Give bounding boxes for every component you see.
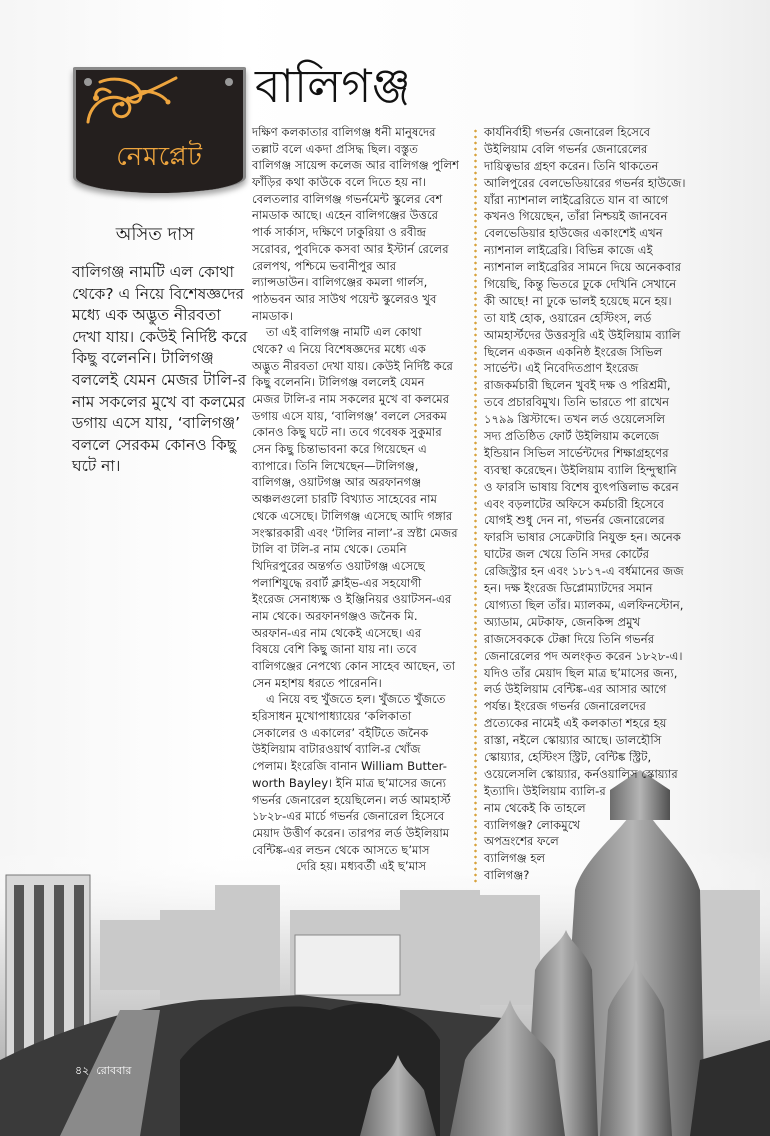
text-line: যোগ্যতা ছিল তাঁর। ম্যালকম, এলফিনস্টোন, [484, 597, 684, 612]
text-line: কখনও গিয়েছেন, তাঁরা নিশ্চয়ই জানবেন [484, 209, 668, 224]
text-line: ওয়েলেসলি স্কোয়্যার, কর্নওয়ালিস স্কোয়্যার [484, 766, 678, 781]
text-line: এবং বড়লাটের অফিসে কর্মচারী হিসেবে [484, 496, 664, 511]
text-line: অঞ্চলগুলো চারটি বিখ্যাত সাহেবের নাম [252, 492, 437, 507]
text-line: যোগই শুধু দেন না, গভর্নর জেনারেলের [484, 513, 665, 528]
text-line: বেলভেডিয়ার হাউজের একাংশেই এখন [484, 226, 663, 241]
text-line: রেজিস্ট্রার হন এবং ১৮১৭-এ বর্ধমানের জজ [484, 564, 684, 579]
text-line: কোনও কিছু ঘটে না। তবে গবেষক সুকুমার [252, 425, 442, 440]
text-line: বালিগঞ্জের নেপথ্যে কোন সাহেব আছেন, তা [252, 659, 455, 673]
text-line: ব্যাপারে। তিনি লিখেছেন—টালিগঞ্জ, [252, 458, 419, 473]
text-line: বেলতলার বালিগঞ্জ গভর্নমেন্ট স্কুলের বেশ [252, 191, 443, 206]
page-footer [75, 1062, 132, 1081]
hole-icon [225, 78, 233, 86]
text-line: খিদিরপুরের অন্তর্গত ওয়াটগঞ্জ এসেছে [252, 558, 425, 573]
text-line: বালিগঞ্জ, ওয়াটগঞ্জ আর অরফানগঞ্জ [252, 475, 422, 490]
text-line: ইন্ডিয়ান সিভিল সার্ভেন্টদের শিক্ষাগ্রহণের [484, 445, 669, 460]
text-line: ব্যবস্থা করেছেন। উইলিয়াম ব্যালি হিন্দুস্থানি [484, 462, 677, 477]
article-column-2 [484, 124, 724, 884]
text-line: কিছু বলেননি। টালিগঞ্জ বললেই যেমন [252, 375, 425, 390]
text-line: ন্যাশনাল লাইব্রেরি। বিভিন্ন কাজে এই [484, 243, 653, 258]
text-line: ব্যালিগঞ্জ? লোকমুখে [484, 817, 581, 832]
text-line: কী আছে! না ঢুকে ভালই হয়েছে মনে হয়। [484, 293, 672, 308]
text-line: মেজর টালি-র নাম সকলের মুখে বা কলমের [252, 392, 450, 406]
text-line: পাঠভবন আর সাউথ পয়েন্ট স্কুলেরও খুব [252, 291, 437, 306]
text-line: ফারসি ভাষার সেক্রেটারি নিযুক্ত হন। অনেক [484, 530, 681, 545]
text-line: নামডাক আছে। এহেন বালিগঞ্জের উত্তরে [252, 208, 438, 223]
text-line: তা এই বালিগঞ্জ নামটি এল কোথা [266, 325, 422, 340]
page-number: ৪২ [75, 1064, 90, 1077]
text-line: অরফান-এর নাম থেকেই এসেছে। এর [252, 625, 422, 640]
text-line: নাম থেকেই কি তাহলে [484, 800, 586, 815]
flourish-ornament-icon [80, 72, 180, 132]
text-line: সরোবর, পুবদিকে কসবা আর ইস্টার্ন রেলের [252, 241, 449, 256]
text-line: ল্যান্সডাউন। বালিগঞ্জের কমলা গার্লস, [252, 275, 428, 290]
text-line: নাম থেকে। অরফানগঞ্জও জনৈক মি. [252, 608, 418, 623]
article-column-1 [252, 124, 470, 875]
text-line: অ্যাডাম, মেটকাফ, জেনকিন্স প্রমুখ [484, 614, 641, 629]
text-line: লর্ড উইলিয়াম বেন্টিঙ্ক-এর আসার আগে [484, 682, 667, 697]
text-line: দায়িত্বভার গ্রহণ করেন। তিনি থাকতেন [484, 158, 659, 173]
text-line: হন। দক্ষ ইংরেজ ডিপ্লোম্যাটদের সমান [484, 581, 653, 596]
text-line: সংস্কারকারী এবং ‘টালির নালা’-র স্রষ্টা মেজর [252, 525, 458, 540]
text-line: গিয়েছি, কিন্তু ভিতরে ঢুকে দেখিনি সেখানে [484, 277, 677, 292]
text-line: পলাশিযুদ্ধে রবার্ট ক্লাইভ-এর সহযোগী [252, 575, 422, 590]
column-divider [474, 128, 477, 883]
text-line: রেলপথ, পশ্চিমে ভবানীপুর আর [252, 258, 397, 273]
text-line: স্কোয়্যার, হেস্টিংস স্ট্রিট, বেন্টিঙ্ক স্ট্রিট, [484, 749, 652, 764]
text-line: উইলিয়াম বাটারওয়ার্থ ব্যালি-র খোঁজ [252, 742, 421, 757]
text-line: বেন্টিঙ্ক-এর লন্ডন থেকে আসতে ছ’মাস [252, 842, 430, 857]
nameplate-label: নেমপ্লেট [116, 142, 203, 172]
text-line: সদ্য প্রতিষ্ঠিত ফোর্ট উইলিয়াম কলেজে [484, 429, 660, 444]
text-line: তা যাই হোক, ওয়ারেন হেস্টিংস, লর্ড [484, 310, 652, 325]
text-line: তল্লাট বলে একদা প্রসিদ্ধ ছিল। বস্তুত [252, 141, 418, 156]
text-line: মেয়াদ উত্তীর্ণ করেন। তারপর লর্ড উইলিয়াম [252, 825, 450, 840]
text-line: দেরি হয়। মধ্যবর্তী এই ছ’মাস [295, 859, 427, 874]
text-line: থেকে? এ নিয়ে বিশেষজ্ঞদের মধ্যে এক [252, 341, 426, 356]
author-byline: অসিত দাস [115, 224, 195, 245]
text-line: ইংরেজ সেনাধ্যক্ষ ও ইঞ্জিনিয়র ওয়াটসন-এর [252, 592, 452, 607]
text-line: ১৭৯৯ খ্রিস্টাব্দে। তখন লর্ড ওয়েলেসলি [484, 412, 665, 427]
text-line: দক্ষিণ কলকাতার বালিগঞ্জ ধনী মানুষদের [252, 125, 436, 139]
text-line: ডগায় এসে যায়, ‘বালিগঞ্জ’ বললে সেরকম [252, 408, 447, 423]
text-line: পেলাম। ইংরেজি বানান William Butter- [252, 759, 447, 774]
text-line: worth Bayley। ইনি মাত্র ছ’মাসের জন্যে [252, 775, 447, 790]
text-line: নামডাক। [252, 308, 293, 323]
text-line: টালি বা টলি-র নাম থেকে। তেমনি [252, 542, 407, 557]
text-line: হরিসাধন মুখোপাধ্যায়ের ‘কলিকাতা [252, 709, 412, 724]
article-title: বালিগঞ্জ [255, 59, 411, 113]
text-line: এ নিয়ে বহু খুঁজতে হল। খুঁজতে খুঁজতে [266, 692, 446, 707]
text-line: অদ্ভুত নীরবতা দেখা যায়। কেউই নির্দিষ্ট করে [252, 358, 453, 373]
text-line: রাস্তা, নইলে স্কোয়্যার আছে। ডালহৌসি [484, 733, 662, 748]
text-line: সেন কিছু চিন্তাভাবনা করে গিয়েছেন এ [252, 442, 427, 457]
text-line: ইত্যাদি। উইলিয়াম ব্যালি-র [484, 783, 606, 798]
text-line: থেকে এসেছে। টালিগঞ্জ এসেছে আদি গঙ্গার [252, 508, 453, 523]
text-line: সার্ভেন্ট। এই নিবেদিতপ্রাণ ইংরেজ [484, 361, 639, 376]
text-line: ১৮২৮-এর মার্চে গভর্নর জেনারেল হিসেবে [252, 809, 445, 824]
text-line: জেনারেলের পদ অলংকৃত করেন ১৮২৮-এ। [484, 648, 683, 663]
text-line: পার্ক সার্কাস, দক্ষিণে ঢাকুরিয়া ও রবীন্দ্র [252, 225, 427, 240]
text-line: রাজসেবককে টেক্কা দিয়ে তিনি গভর্নর [484, 631, 655, 646]
text-line: রাজকর্মচারী ছিলেন খুবই দক্ষ ও পরিশ্রমী, [484, 378, 671, 393]
text-line: সেন মহাশয় ধরতে পারেননি। [252, 675, 382, 690]
text-line: অপভ্রংশের ফলে [484, 834, 559, 849]
text-line: আলিপুরের বেলভেডিয়ারের গভর্নর হাউজে। [484, 175, 686, 190]
text-line: ও ফারসি ভাষায় বিশেষ ব্যুৎপত্তিলাভ করেন [484, 479, 679, 494]
text-line: বালিগঞ্জ? [484, 868, 530, 883]
text-line: প্রত্যেকের নামেই এই কলকাতা শহরে হয় [484, 716, 667, 731]
text-line: ব্যালিগঞ্জ হল [484, 851, 546, 866]
text-line: পর্যন্ত। ইংরেজ গভর্নর জেনারেলদের [484, 699, 646, 714]
text-line: তবে প্রচারবিমুখ। তিনি ভারতে পা রাখেন [484, 395, 670, 410]
magazine-name: রোববার [96, 1064, 132, 1077]
text-line: যদিও তাঁর মেয়াদ ছিল মাত্র ছ’মাসের জন্য, [484, 665, 678, 680]
text-line: ঘাটের জল খেয়ে তিনি সদর কোর্টের [484, 547, 650, 562]
text-line: বালিগঞ্জ সায়েন্স কলেজ আর বালিগঞ্জ পুলিশ [252, 158, 459, 173]
text-line: কার্যনির্বাহী গভর্নর জেনারেল হিসেবে [484, 125, 651, 139]
lede-paragraph: বালিগঞ্জ নামটি এল কোথা থেকে? এ নিয়ে বিশেষজ্ঞদের মধ্যে এক অদ্ভুত নীরবতা দেখা যায়। কেউই নির্দিষ্ট করে কিছু বলেননি। টালিগঞ্জ বললেই যেমন মেজর টালি-র নাম সকলের মুখে বা কলমের ডগায় এসে যায়, ‘বালিগঞ্জ’ বললে সেরকম কোনও কিছু ঘটে না। [72, 263, 248, 476]
text-line: গভর্নর জেনারেল হয়েছিলেন। লর্ড আমহার্স্ট [252, 792, 451, 807]
text-line: ফাঁড়ির কথা কাউকে বলে দিতে হয় না। [252, 175, 427, 190]
text-line: ছিলেন একজন একনিষ্ঠ ইংরেজ সিভিল [484, 344, 663, 359]
nameplate-badge [73, 67, 246, 193]
text-line: আমহার্স্টদের উত্তরসূরি এই উইলিয়াম ব্যালি [484, 327, 681, 342]
text-line: উইলিয়াম বেলি গভর্নর জেনারেলের [484, 141, 648, 156]
text-line: যাঁরা ন্যাশনাল লাইব্রেরিতে যান বা আগে [484, 192, 669, 207]
text-line: বিষয়ে বেশি কিছু জানা যায় না। তবে [252, 642, 417, 657]
text-line: ন্যাশনাল লাইব্রেরির সামনে দিয়ে অনেকবার [484, 260, 682, 275]
text-line: সেকালের ও একালের’ বইটিতে জনৈক [252, 725, 429, 740]
